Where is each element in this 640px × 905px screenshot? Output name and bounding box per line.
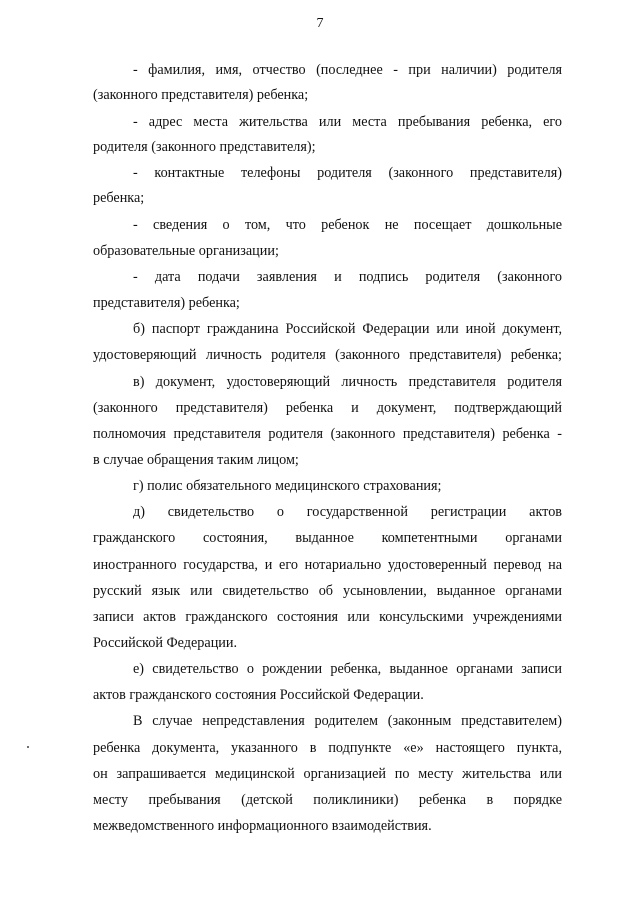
text-line: месту пребывания (детской поликлиники) ребенка в порядке (93, 792, 562, 808)
text-line: Российской Федерации. (93, 635, 238, 651)
text-line: актов гражданского состояния Российской Федерации. (93, 687, 424, 703)
text-line: е) свидетельство о рождении ребенка, выданное органами записи (133, 661, 562, 677)
text-line: (законного представителя) ребенка; (93, 87, 309, 103)
text-line: - дата подачи заявления и подпись родителя (законного (133, 269, 562, 285)
text-line: межведомственного информационного взаимодействия. (93, 818, 432, 834)
text-line: - фамилия, имя, отчество (последнее - при наличии) родителя (133, 62, 562, 78)
text-line: в) документ, удостоверяющий личность представителя родителя (133, 374, 562, 390)
text-line: удостоверяющий личность родителя (законного представителя) ребенка; (93, 347, 562, 363)
text-line: ребенка документа, указанного в подпункте «е» настоящего пункта, (93, 740, 562, 756)
scan-speck (27, 746, 29, 748)
text-line: В случае непредставления родителем (законным представителем) (133, 713, 562, 729)
text-line: (законного представителя) ребенка и документ, подтверждающий (93, 400, 562, 416)
text-line: - сведения о том, что ребенок не посещает дошкольные (133, 217, 562, 233)
text-line: в случае обращения таким лицом; (93, 452, 299, 468)
text-line: родителя (законного представителя); (93, 139, 316, 155)
page-number: 7 (316, 16, 324, 31)
text-line: русский язык или свидетельство об усыновлении, выданное органами (93, 583, 562, 599)
text-line: он запрашивается медицинской организацией по месту жительства или (93, 766, 562, 782)
text-line: - адрес места жительства или места пребывания ребенка, его (133, 114, 562, 130)
text-line: полномочия представителя родителя (законного представителя) ребенка - (93, 426, 562, 442)
text-line: г) полис обязательного медицинского страхования; (133, 478, 442, 494)
text-line: образовательные организации; (93, 243, 279, 259)
text-line: б) паспорт гражданина Российской Федерации или иной документ, (133, 321, 562, 337)
text-line: д) свидетельство о государственной регистрации актов (133, 504, 562, 520)
text-line: иностранного государства, и его нотариально удостоверенный перевод на (93, 557, 562, 573)
text-line: - контактные телефоны родителя (законного представителя) (133, 165, 562, 181)
text-line: представителя) ребенка; (93, 295, 240, 311)
text-line: гражданского состояния, выданное компетентными органами (93, 530, 562, 546)
text-line: ребенка; (93, 190, 145, 206)
text-line: записи актов гражданского состояния или консульскими учреждениями (93, 609, 562, 625)
